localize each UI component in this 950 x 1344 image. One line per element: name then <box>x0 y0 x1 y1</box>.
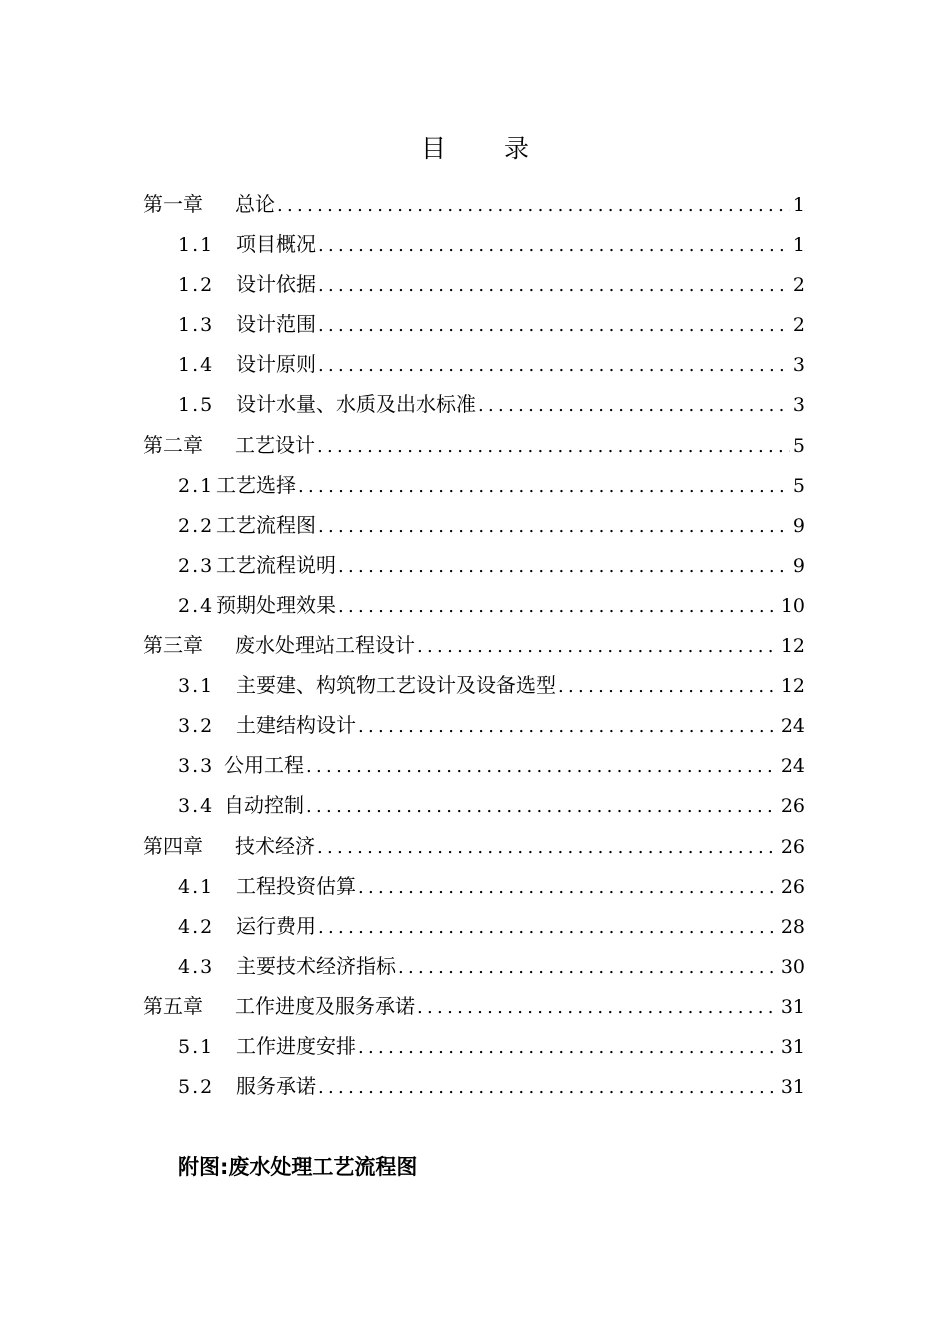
toc-entry-3-4[interactable] <box>143 785 805 825</box>
toc-page-number: 2 <box>792 274 805 297</box>
page-title <box>0 130 950 168</box>
toc-label: 主要技术经济指标 <box>236 953 396 978</box>
toc-leader <box>318 1068 778 1108</box>
toc-label: 工艺设计 <box>235 432 315 457</box>
toc-page-number: 1 <box>792 194 805 216</box>
toc-entry-3-2[interactable] <box>143 705 805 745</box>
toc-entry-chapter-5[interactable] <box>143 986 805 1026</box>
toc-page-number: 3 <box>792 394 805 417</box>
toc-page-number: 2 <box>792 314 805 337</box>
toc-page-number: 9 <box>792 554 805 577</box>
toc-number: 3.4 <box>178 795 215 818</box>
toc-leader <box>317 828 778 868</box>
toc-entry-5-2[interactable] <box>143 1066 805 1106</box>
toc-page-number: 5 <box>792 474 805 497</box>
toc-leader <box>338 547 790 587</box>
toc-leader <box>478 386 790 426</box>
toc-page-number: 12 <box>780 635 805 658</box>
toc-number: 第三章 <box>143 633 203 658</box>
toc-label: 运行费用 <box>236 913 316 938</box>
toc-entry-2-1[interactable] <box>143 465 805 505</box>
toc-entry-3-1[interactable] <box>143 665 805 705</box>
toc-label: 主要建、构筑物工艺设计及设备选型 <box>236 673 556 698</box>
toc-leader <box>417 627 778 667</box>
toc-number: 3.3 <box>178 755 215 778</box>
toc-label: 预期处理效果 <box>216 592 336 617</box>
toc-leader <box>358 1028 778 1068</box>
toc-label: 设计水量、水质及出水标准 <box>236 392 476 417</box>
toc-page-number: 31 <box>780 1035 805 1058</box>
toc-number: 1.4 <box>178 354 215 377</box>
toc-number: 1.1 <box>178 234 215 257</box>
toc-label: 工程投资估算 <box>236 873 356 898</box>
toc-entry-chapter-2[interactable] <box>143 425 805 465</box>
toc-label: 技术经济 <box>235 833 315 858</box>
toc-number: 3.1 <box>178 675 215 698</box>
toc-page-number: 10 <box>780 594 805 617</box>
table-of-contents <box>143 184 805 1106</box>
toc-page-number: 26 <box>780 875 805 898</box>
toc-page-number: 1 <box>792 234 805 257</box>
toc-page-number: 26 <box>780 835 805 858</box>
toc-number: 4.2 <box>178 915 215 938</box>
toc-entry-2-2[interactable] <box>143 505 805 545</box>
toc-label: 工艺流程说明 <box>216 552 336 577</box>
toc-number: 第二章 <box>143 432 203 457</box>
toc-leader <box>317 427 790 467</box>
toc-entry-4-3[interactable] <box>143 946 805 986</box>
toc-leader <box>417 988 778 1028</box>
toc-entry-4-1[interactable] <box>143 866 805 906</box>
toc-page-number: 24 <box>780 715 805 738</box>
toc-number: 5.1 <box>178 1035 215 1058</box>
toc-leader <box>298 467 790 507</box>
toc-label: 服务承诺 <box>236 1074 316 1099</box>
toc-number: 第四章 <box>143 833 203 858</box>
toc-entry-chapter-4[interactable] <box>143 826 805 866</box>
toc-leader <box>558 667 778 707</box>
toc-entry-3-3[interactable] <box>143 745 805 785</box>
toc-entry-chapter-3[interactable] <box>143 625 805 665</box>
toc-number: 2.3 <box>178 554 215 577</box>
toc-entry-1-4[interactable] <box>143 344 805 384</box>
toc-entry-5-1[interactable] <box>143 1026 805 1066</box>
toc-page-number: 12 <box>780 675 805 698</box>
toc-entry-chapter-1[interactable] <box>143 184 805 224</box>
toc-label: 设计依据 <box>236 272 316 297</box>
toc-entry-4-2[interactable] <box>143 906 805 946</box>
toc-number: 1.3 <box>178 314 215 337</box>
toc-leader <box>338 587 778 627</box>
toc-number: 4.3 <box>178 955 215 978</box>
toc-leader <box>358 868 778 908</box>
toc-leader <box>306 787 778 827</box>
title-char-2: 录 <box>504 134 530 163</box>
toc-entry-1-1[interactable] <box>143 224 805 264</box>
toc-number: 2.2 <box>178 514 215 537</box>
toc-entry-2-4[interactable] <box>143 585 805 625</box>
title-char-1: 目 <box>420 134 446 163</box>
toc-entry-2-3[interactable] <box>143 545 805 585</box>
toc-leader <box>318 908 778 948</box>
toc-leader <box>318 306 790 346</box>
toc-number: 2.1 <box>178 474 215 497</box>
toc-label: 设计范围 <box>236 312 316 337</box>
toc-label: 项目概况 <box>236 232 316 257</box>
toc-label: 土建结构设计 <box>236 713 356 738</box>
toc-number: 第一章 <box>143 192 203 216</box>
appendix-heading: 附图:废水处理工艺流程图 <box>178 1155 418 1179</box>
toc-page-number: 31 <box>780 995 805 1018</box>
toc-leader <box>318 226 790 266</box>
toc-entry-1-3[interactable] <box>143 304 805 344</box>
toc-number: 3.2 <box>178 715 215 738</box>
toc-page-number: 5 <box>792 434 805 457</box>
toc-label: 工艺流程图 <box>216 512 316 537</box>
toc-label: 公用工程 <box>224 753 304 778</box>
toc-number: 1.2 <box>178 274 215 297</box>
toc-label: 设计原则 <box>236 352 316 377</box>
toc-page-number: 28 <box>780 915 805 938</box>
toc-label: 工艺选择 <box>216 472 296 497</box>
toc-number: 1.5 <box>178 394 215 417</box>
toc-number: 2.4 <box>178 594 215 617</box>
toc-leader <box>398 948 778 988</box>
toc-label: 工作进度安排 <box>236 1033 356 1058</box>
toc-label: 总论 <box>235 192 275 216</box>
toc-leader <box>318 266 790 306</box>
toc-number: 4.1 <box>178 875 215 898</box>
toc-label: 自动控制 <box>224 793 304 818</box>
toc-leader <box>277 186 790 226</box>
toc-leader <box>318 507 790 547</box>
toc-leader <box>306 747 778 787</box>
toc-page-number: 31 <box>780 1076 805 1099</box>
toc-page-number: 3 <box>792 354 805 377</box>
toc-entry-1-5[interactable] <box>143 384 805 424</box>
toc-leader <box>358 707 778 747</box>
toc-entry-1-2[interactable] <box>143 264 805 304</box>
toc-label: 废水处理站工程设计 <box>235 633 415 658</box>
toc-label: 工作进度及服务承诺 <box>235 993 415 1018</box>
toc-leader <box>318 346 790 386</box>
toc-page-number: 9 <box>792 514 805 537</box>
toc-page-number: 24 <box>780 755 805 778</box>
toc-page-number: 26 <box>780 795 805 818</box>
toc-number: 第五章 <box>143 993 203 1018</box>
toc-page-number: 30 <box>780 955 805 978</box>
toc-number: 5.2 <box>178 1076 215 1099</box>
